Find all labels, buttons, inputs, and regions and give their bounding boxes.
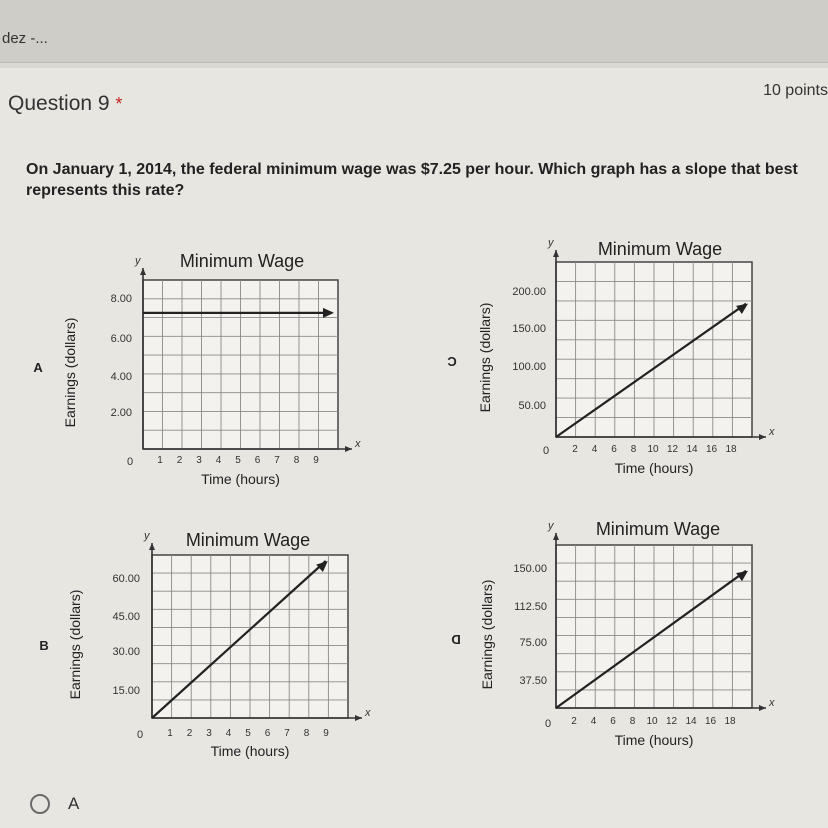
- y-tick-label: 150.00: [512, 323, 546, 335]
- x-tick-label: 2: [571, 716, 577, 727]
- y-tick-label: 100.00: [512, 361, 546, 373]
- x-tick-label: 14: [686, 444, 698, 455]
- y-axis-symbol: y: [548, 237, 554, 249]
- y-axis-symbol: y: [548, 520, 554, 532]
- y-axis-symbol: y: [135, 255, 141, 267]
- x-axis-label: Time (hours): [210, 743, 290, 759]
- x-tick-label: 2: [186, 728, 193, 739]
- x-tick-label: 6: [611, 444, 617, 455]
- y-axis-arrow-icon: [149, 543, 155, 550]
- option-letter: C: [447, 354, 457, 369]
- y-tick-label: 75.00: [519, 637, 547, 649]
- y-tick-label: 6.00: [110, 333, 132, 345]
- x-tick-label: 2: [176, 455, 183, 466]
- x-tick-label: 6: [254, 455, 261, 466]
- y-tick-label: 2.00: [110, 407, 132, 419]
- y-axis-label: Earnings (dollars): [477, 302, 493, 413]
- x-axis-symbol: x: [769, 426, 775, 438]
- graph-d: [451, 519, 775, 748]
- x-tick-label: 10: [646, 716, 658, 727]
- x-tick-label: 6: [264, 728, 271, 739]
- y-tick-label: 112.50: [514, 601, 547, 613]
- y-axis-label: Earnings (dollars): [62, 317, 78, 428]
- option-letter: D: [451, 632, 461, 647]
- x-tick-label: 8: [293, 455, 300, 466]
- x-tick-label: 1: [167, 728, 173, 739]
- x-tick-label: 5: [235, 455, 241, 466]
- x-axis-symbol: x: [355, 438, 361, 450]
- x-tick-label: 9: [313, 455, 319, 466]
- y-axis-label: Earnings (dollars): [479, 579, 495, 690]
- x-tick-label: 8: [303, 728, 310, 739]
- y-axis-arrow-icon: [553, 533, 559, 540]
- y-axis-symbol: y: [144, 530, 150, 542]
- x-tick-label: 16: [704, 716, 717, 727]
- x-tick-label: 5: [245, 728, 251, 739]
- x-tick-label: 12: [666, 444, 679, 455]
- x-tick-label: 4: [591, 444, 598, 455]
- x-tick-label: 14: [685, 716, 697, 727]
- y-tick-label: 15.00: [112, 685, 140, 697]
- x-axis-arrow-icon: [759, 705, 766, 711]
- graph-a: [33, 251, 361, 487]
- x-tick-label: 18: [725, 444, 737, 455]
- origin-label: 0: [126, 456, 134, 468]
- x-axis-label: Time (hours): [201, 471, 280, 487]
- y-tick-label: 8.00: [110, 293, 132, 305]
- y-tick-label: 150.00: [513, 563, 547, 575]
- x-tick-label: 3: [196, 455, 202, 466]
- origin-label: 0: [542, 445, 550, 457]
- graph-b: [39, 530, 371, 759]
- answer-option-label: A: [68, 794, 80, 813]
- x-axis-arrow-icon: [345, 446, 352, 452]
- x-axis-symbol: x: [365, 707, 371, 719]
- chart-title: Minimum Wage: [185, 530, 311, 550]
- chart-title: Minimum Wage: [595, 519, 721, 539]
- x-tick-label: 4: [590, 716, 597, 727]
- x-tick-label: 4: [215, 455, 222, 466]
- x-tick-label: 3: [206, 728, 212, 739]
- x-tick-label: 8: [630, 444, 637, 455]
- x-tick-label: 2: [572, 444, 578, 455]
- x-tick-label: 8: [629, 716, 636, 727]
- x-axis-symbol: x: [769, 697, 775, 709]
- question-prompt: On January 1, 2014, the federal minimum wage was $7.25 per hour. Which graph has a slope that best represents this rate?: [26, 161, 798, 199]
- y-axis-arrow-icon: [553, 250, 559, 257]
- x-axis-label: Time (hours): [614, 460, 694, 476]
- question-title-text: Question 9: [8, 92, 110, 115]
- option-letter: B: [39, 638, 49, 653]
- x-tick-label: 9: [323, 728, 329, 739]
- required-asterisk: *: [115, 94, 123, 114]
- y-axis-arrow-icon: [140, 268, 146, 275]
- x-axis-arrow-icon: [759, 434, 766, 440]
- option-letter: A: [33, 360, 43, 375]
- y-axis-label: Earnings (dollars): [67, 589, 83, 700]
- window-title: dez -...: [2, 30, 48, 47]
- points-label: 10 points: [763, 82, 828, 99]
- origin-label: 0: [136, 729, 144, 741]
- x-axis-arrow-icon: [355, 715, 362, 721]
- y-tick-label: 200.00: [512, 286, 546, 298]
- x-tick-label: 4: [225, 728, 232, 739]
- x-tick-label: 7: [274, 455, 280, 466]
- y-tick-label: 50.00: [518, 400, 546, 412]
- x-tick-label: 6: [610, 716, 616, 727]
- graph-c: [447, 237, 775, 476]
- x-tick-label: 18: [724, 716, 736, 727]
- y-tick-label: 4.00: [110, 371, 132, 383]
- x-tick-label: 16: [705, 444, 718, 455]
- x-tick-label: 10: [647, 444, 659, 455]
- y-tick-label: 60.00: [112, 573, 140, 585]
- x-tick-label: 7: [284, 728, 290, 739]
- y-tick-label: 45.00: [112, 611, 140, 623]
- x-tick-label: 12: [665, 716, 678, 727]
- chart-title: Minimum Wage: [179, 251, 305, 271]
- y-tick-label: 30.00: [112, 646, 140, 658]
- x-tick-label: 1: [157, 455, 163, 466]
- y-tick-label: 37.50: [519, 675, 547, 687]
- origin-label: 0: [544, 718, 552, 730]
- chart-title: Minimum Wage: [597, 239, 723, 259]
- x-axis-label: Time (hours): [614, 732, 694, 748]
